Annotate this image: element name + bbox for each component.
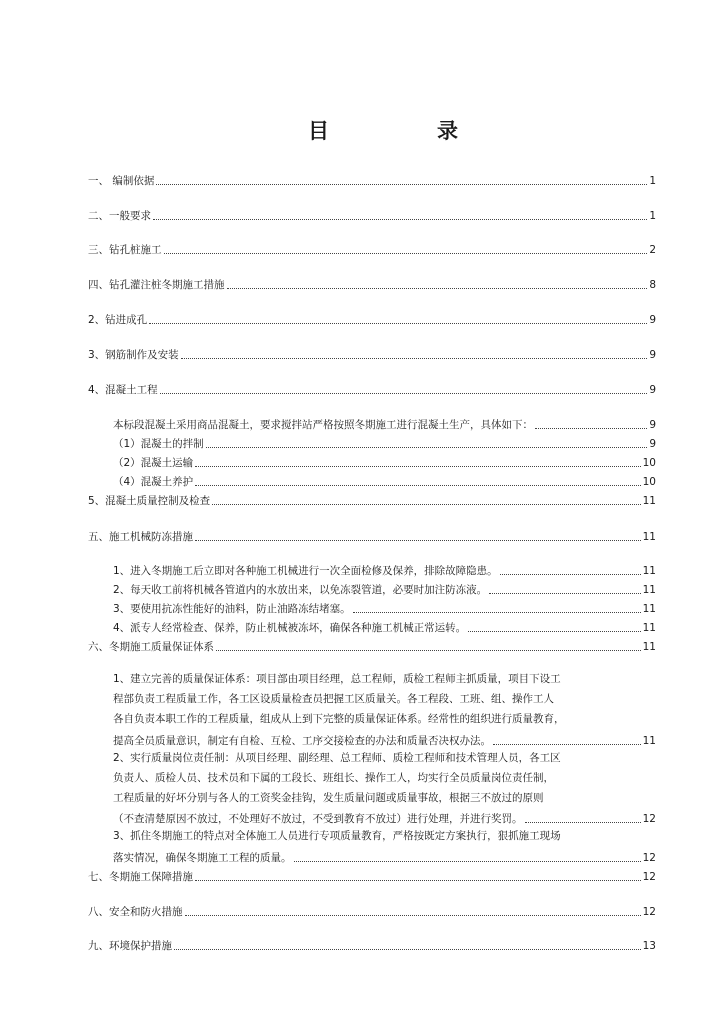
toc-entry[interactable] (88, 209, 656, 223)
toc-entry-page: 10 (642, 476, 656, 488)
toc-entry-label: 提高全员质量意识，制定有自检、互检、工序交接检查的办法和质量否决权办法。 (113, 735, 491, 747)
toc-leader (153, 219, 647, 220)
toc-entry[interactable] (88, 383, 656, 397)
toc-leader (294, 861, 641, 862)
toc-entry-label: 2、钻进成孔 (88, 314, 148, 326)
toc-title-part2: 录 (437, 119, 458, 143)
toc-entry-label: 二、一般要求 (88, 210, 151, 222)
toc-entry-page: 11 (642, 641, 656, 653)
toc-entry[interactable] (113, 583, 656, 597)
toc-entry[interactable] (88, 870, 656, 884)
toc-leader (353, 612, 641, 613)
toc-entry-page: 12 (642, 813, 656, 825)
toc-entry[interactable] (88, 530, 656, 544)
toc-entry-page: 11 (642, 622, 656, 634)
toc-entry-label: （2）混凝土运输 (113, 457, 194, 469)
toc-title (0, 116, 724, 146)
toc-leader (216, 650, 641, 651)
toc-entry-page: 11 (642, 565, 656, 577)
toc-paragraph-line: 各自负责本职工作的工程质量，组成从上到下完整的质量保证体系。经常性的组织进行质量教育， (113, 713, 565, 725)
toc-entry-page: 11 (642, 584, 656, 596)
toc-paragraph-line: 工程质量的好坏分别与各人的工资奖金挂钩，发生质量问题或质量事故，根据三不放过的原则 (113, 792, 544, 804)
toc-paragraph-line: 3、抓住冬期施工的特点对全体施工人员进行专项质量教育，严格按既定方案执行，狠抓施工现场 (113, 830, 561, 842)
toc-entry-page: 9 (649, 438, 656, 450)
toc-entry-label: 5、混凝土质量控制及检查 (88, 495, 211, 507)
toc-entry[interactable] (113, 621, 656, 635)
toc-leader (195, 466, 640, 467)
toc-entry[interactable] (88, 939, 656, 953)
toc-entry[interactable] (88, 640, 656, 654)
toc-paragraph-line: 2、实行质量岗位责任制：从项目经理、副经理、总工程师、质检工程师和技术管理人员，各工区 (113, 752, 561, 764)
toc-entry-label: 八、安全和防火措施 (88, 906, 183, 918)
toc-entry-label: 4、派专人经常检查、保养，防止机械被冻坏，确保各种施工机械正常运转。 (113, 622, 467, 634)
toc-entry[interactable] (88, 174, 656, 188)
toc-leader (160, 393, 648, 394)
toc-title-part1: 目 (308, 119, 329, 143)
toc-entry-label: 五、施工机械防冻措施 (88, 531, 193, 543)
toc-entry-label: 3、要使用抗冻性能好的油料，防止油路冻结堵塞。 (113, 603, 351, 615)
toc-entry-page: 11 (642, 495, 656, 507)
toc-entry-label: （不查清楚原因不放过，不处理好不放过，不受到教育不放过）进行处理，并进行奖罚。 (113, 813, 523, 825)
toc-entry-label: 3、钢筋制作及安装 (88, 349, 179, 361)
toc-leader (525, 822, 641, 823)
toc-leader (185, 915, 641, 916)
toc-entry[interactable] (88, 494, 656, 508)
toc-entry-page: 1 (649, 210, 656, 222)
toc-entry-label: 落实情况，确保冬期施工工程的质量。 (113, 852, 292, 864)
toc-leader (468, 631, 640, 632)
toc-leader (489, 593, 640, 594)
toc-entry-page: 9 (649, 314, 656, 326)
toc-entry-page: 10 (642, 457, 656, 469)
toc-entry-label: 本标段混凝土采用商品混凝土，要求搅拌站严格按照冬期施工进行混凝土生产，具体如下： (113, 419, 533, 431)
toc-entry-page: 12 (642, 906, 656, 918)
toc-leader (156, 184, 647, 185)
toc-leader (195, 880, 641, 881)
toc-entry-page: 2 (649, 244, 656, 256)
toc-entry-label: 4、混凝土工程 (88, 384, 158, 396)
toc-paragraph-line: 负责人、质检人员、技术员和下属的工段长、班组长、操作工人，均实行全员质量岗位责任制， (113, 772, 554, 784)
toc-entry-page: 1 (649, 175, 656, 187)
toc-entry[interactable] (113, 734, 656, 748)
toc-entry-page: 8 (649, 279, 656, 291)
toc-leader (174, 949, 641, 950)
toc-entry-label: 七、冬期施工保障措施 (88, 871, 193, 883)
toc-entry-label: 1、进入冬期施工后立即对各种施工机械进行一次全面检修及保养，排除故障隐患。 (113, 565, 498, 577)
toc-leader (212, 504, 640, 505)
toc-entry-label: 三、钻孔桩施工 (88, 244, 162, 256)
toc-leader (206, 447, 648, 448)
toc-leader (493, 744, 641, 745)
toc-entry-label: （1）混凝土的拌制 (113, 438, 204, 450)
toc-entry[interactable] (88, 278, 656, 292)
toc-entry-page: 11 (642, 603, 656, 615)
toc-entry-page: 11 (642, 531, 656, 543)
toc-leader (535, 428, 647, 429)
toc-leader (500, 574, 641, 575)
toc-entry[interactable] (113, 475, 656, 489)
toc-entry[interactable] (113, 456, 656, 470)
toc-entry-page: 13 (642, 940, 656, 952)
toc-entry[interactable] (113, 602, 656, 616)
toc-entry-label: 2、每天收工前将机械各管道内的水放出来，以免冻裂管道，必要时加注防冻液。 (113, 584, 488, 596)
toc-entry-label: 四、钻孔灌注桩冬期施工措施 (88, 279, 225, 291)
toc-leader (181, 358, 648, 359)
toc-paragraph-line: 1、建立完善的质量保证体系：项目部由项目经理，总工程师，质检工程师主抓质量，项目下设工 (113, 673, 561, 685)
toc-entry-page: 12 (642, 871, 656, 883)
toc-leader (195, 485, 640, 486)
toc-leader (164, 253, 648, 254)
toc-entry-page: 9 (649, 384, 656, 396)
toc-entry[interactable] (113, 812, 656, 826)
toc-entry-label: 一、 编制依据 (88, 175, 155, 187)
toc-leader (195, 540, 641, 541)
toc-entry-label: 六、冬期施工质量保证体系 (88, 641, 214, 653)
toc-leader (149, 323, 647, 324)
toc-entry[interactable] (88, 243, 656, 257)
toc-entry[interactable] (88, 313, 656, 327)
toc-entry-page: 12 (642, 852, 656, 864)
toc-entry-page: 9 (649, 349, 656, 361)
toc-entry[interactable] (113, 851, 656, 865)
toc-entry-label: 九、环境保护措施 (88, 940, 172, 952)
toc-paragraph-line: 程部负责工程质量工作，各工区设质量检查员把握工区质量关。各工程段、工班、组、操作工人 (113, 693, 554, 705)
toc-entry-page: 9 (649, 419, 656, 431)
toc-entry[interactable] (113, 564, 656, 578)
toc-leader (227, 288, 648, 289)
toc-entry-page: 11 (642, 735, 656, 747)
toc-entry[interactable] (88, 905, 656, 919)
toc-entry-label: （4）混凝土养护 (113, 476, 194, 488)
toc-entry[interactable] (113, 437, 656, 451)
toc-entry[interactable] (113, 418, 656, 432)
toc-entry[interactable] (88, 348, 656, 362)
